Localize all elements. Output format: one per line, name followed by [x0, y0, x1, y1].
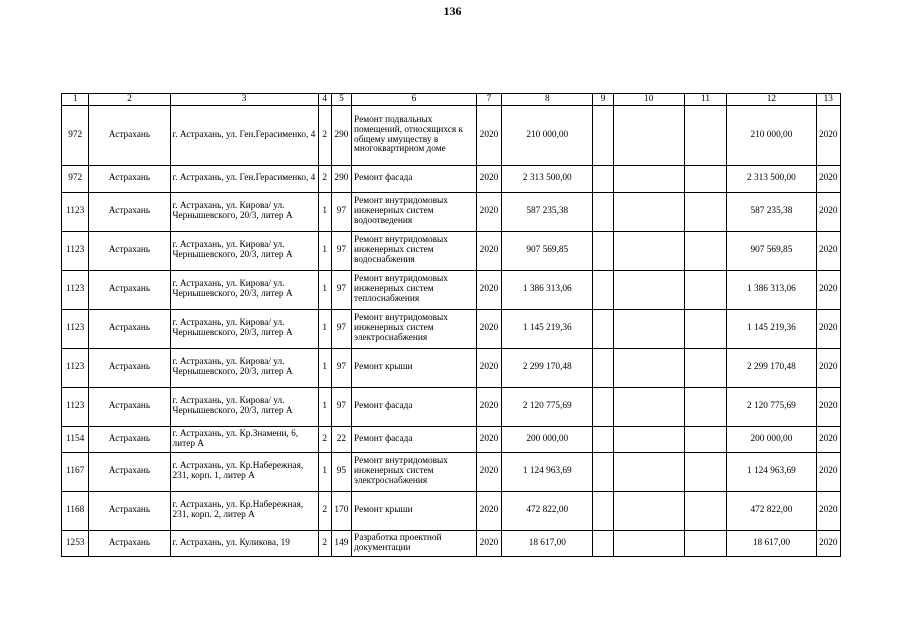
col-5-value-cell: 97 [331, 310, 351, 349]
col-10-value-cell [613, 453, 684, 492]
city-cell: Астрахань [89, 531, 170, 557]
col-10-value-cell [613, 349, 684, 388]
end-year-cell: 2020 [816, 492, 840, 531]
col-4-value-cell: 1 [318, 193, 331, 232]
total-cost-cell: 2 120 775,69 [727, 388, 816, 427]
cost-cell: 2 313 500,00 [502, 166, 593, 193]
table-row [62, 388, 841, 427]
address-cell: г. Астрахань, ул. Кр.Набережная, 231, корп. 2, литер А [170, 492, 318, 531]
end-year-cell: 2020 [816, 310, 840, 349]
col-11-value-cell [684, 166, 727, 193]
row-number-cell: 1123 [62, 310, 89, 349]
row-number-cell: 972 [62, 166, 89, 193]
address-cell: г. Астрахань, ул. Кр.Набережная, 231, корп. 1, литер А [170, 453, 318, 492]
end-year-cell: 2020 [816, 232, 840, 271]
col-11-value-cell [684, 106, 727, 166]
col-10-value-cell [613, 388, 684, 427]
column-header-5: 5 [331, 94, 351, 106]
column-header-1: 1 [62, 94, 89, 106]
total-cost-cell: 18 617,00 [727, 531, 816, 557]
col-4-value-cell: 1 [318, 349, 331, 388]
col-10-value-cell [613, 166, 684, 193]
address-cell: г. Астрахань, ул. Ген.Герасименко, 4 [170, 166, 318, 193]
col-11-value-cell [684, 310, 727, 349]
row-number-cell: 1123 [62, 349, 89, 388]
work-type-cell: Ремонт внутридомовых инженерных систем водоснабжения [352, 232, 477, 271]
col-10-value-cell [613, 271, 684, 310]
col-4-value-cell: 1 [318, 310, 331, 349]
col-10-value-cell [613, 427, 684, 453]
row-number-cell: 1154 [62, 427, 89, 453]
city-cell: Астрахань [89, 388, 170, 427]
column-header-3: 3 [170, 94, 318, 106]
address-cell: г. Астрахань, ул. Кирова/ ул. Чернышевского, 20/3, литер А [170, 232, 318, 271]
col-4-value-cell: 2 [318, 531, 331, 557]
table-row [62, 271, 841, 310]
city-cell: Астрахань [89, 106, 170, 166]
year-cell: 2020 [476, 427, 501, 453]
col-4-value-cell: 2 [318, 106, 331, 166]
table-row [62, 166, 841, 193]
col-11-value-cell [684, 349, 727, 388]
col-9-value-cell [593, 492, 613, 531]
row-number-cell: 972 [62, 106, 89, 166]
table-row [62, 349, 841, 388]
cost-cell: 472 822,00 [502, 492, 593, 531]
work-type-cell: Ремонт подвальных помещений, относящихся к общему имуществу в многоквартирном доме [352, 106, 477, 166]
column-header-12: 12 [727, 94, 816, 106]
row-number-cell: 1123 [62, 232, 89, 271]
cost-cell: 200 000,00 [502, 427, 593, 453]
total-cost-cell: 200 000,00 [727, 427, 816, 453]
city-cell: Астрахань [89, 349, 170, 388]
col-9-value-cell [593, 388, 613, 427]
cost-cell: 907 569,85 [502, 232, 593, 271]
col-10-value-cell [613, 310, 684, 349]
work-type-cell: Ремонт фасада [352, 427, 477, 453]
table-row [62, 232, 841, 271]
address-cell: г. Астрахань, ул. Кр.Знамени, 6, литер А [170, 427, 318, 453]
row-number-cell: 1253 [62, 531, 89, 557]
year-cell: 2020 [476, 232, 501, 271]
year-cell: 2020 [476, 106, 501, 166]
city-cell: Астрахань [89, 166, 170, 193]
col-5-value-cell: 290 [331, 166, 351, 193]
address-cell: г. Астрахань, ул. Ген.Герасименко, 4 [170, 106, 318, 166]
year-cell: 2020 [476, 531, 501, 557]
column-header-10: 10 [613, 94, 684, 106]
work-type-cell: Ремонт фасада [352, 166, 477, 193]
col-5-value-cell: 170 [331, 492, 351, 531]
row-number-cell: 1123 [62, 193, 89, 232]
total-cost-cell: 587 235,38 [727, 193, 816, 232]
work-type-cell: Ремонт фасада [352, 388, 477, 427]
cost-cell: 1 145 219,36 [502, 310, 593, 349]
address-cell: г. Астрахань, ул. Кирова/ ул. Чернышевского, 20/3, литер А [170, 271, 318, 310]
col-9-value-cell [593, 271, 613, 310]
col-9-value-cell [593, 193, 613, 232]
work-type-cell: Ремонт внутридомовых инженерных систем теплоснабжения [352, 271, 477, 310]
table-row [62, 427, 841, 453]
year-cell: 2020 [476, 166, 501, 193]
col-11-value-cell [684, 193, 727, 232]
end-year-cell: 2020 [816, 166, 840, 193]
work-type-cell: Ремонт крыши [352, 492, 477, 531]
col-11-value-cell [684, 453, 727, 492]
col-10-value-cell [613, 193, 684, 232]
col-5-value-cell: 290 [331, 106, 351, 166]
work-type-cell: Разработка проектной документации [352, 531, 477, 557]
col-10-value-cell [613, 232, 684, 271]
column-header-7: 7 [476, 94, 501, 106]
col-11-value-cell [684, 531, 727, 557]
work-type-cell: Ремонт крыши [352, 349, 477, 388]
end-year-cell: 2020 [816, 531, 840, 557]
col-10-value-cell [613, 492, 684, 531]
col-9-value-cell [593, 531, 613, 557]
col-5-value-cell: 149 [331, 531, 351, 557]
col-5-value-cell: 97 [331, 271, 351, 310]
column-header-8: 8 [502, 94, 593, 106]
col-4-value-cell: 1 [318, 388, 331, 427]
col-5-value-cell: 95 [331, 453, 351, 492]
column-header-6: 6 [352, 94, 477, 106]
city-cell: Астрахань [89, 492, 170, 531]
end-year-cell: 2020 [816, 271, 840, 310]
city-cell: Астрахань [89, 232, 170, 271]
cost-cell: 2 120 775,69 [502, 388, 593, 427]
cost-cell: 1 386 313,06 [502, 271, 593, 310]
city-cell: Астрахань [89, 453, 170, 492]
col-4-value-cell: 1 [318, 271, 331, 310]
year-cell: 2020 [476, 349, 501, 388]
col-10-value-cell [613, 531, 684, 557]
work-type-cell: Ремонт внутридомовых инженерных систем электроснабжения [352, 310, 477, 349]
table-body [62, 106, 841, 557]
city-cell: Астрахань [89, 271, 170, 310]
column-header-4: 4 [318, 94, 331, 106]
year-cell: 2020 [476, 453, 501, 492]
col-5-value-cell: 22 [331, 427, 351, 453]
column-header-2: 2 [89, 94, 170, 106]
row-number-cell: 1123 [62, 388, 89, 427]
total-cost-cell: 2 313 500,00 [727, 166, 816, 193]
end-year-cell: 2020 [816, 388, 840, 427]
col-4-value-cell: 2 [318, 166, 331, 193]
work-type-cell: Ремонт внутридомовых инженерных систем электроснабжения [352, 453, 477, 492]
cost-cell: 587 235,38 [502, 193, 593, 232]
table-row [62, 453, 841, 492]
col-5-value-cell: 97 [331, 232, 351, 271]
col-4-value-cell: 2 [318, 492, 331, 531]
address-cell: г. Астрахань, ул. Куликова, 19 [170, 531, 318, 557]
total-cost-cell: 2 299 170,48 [727, 349, 816, 388]
col-4-value-cell: 1 [318, 453, 331, 492]
total-cost-cell: 1 124 963,69 [727, 453, 816, 492]
city-cell: Астрахань [89, 310, 170, 349]
column-header-9: 9 [593, 94, 613, 106]
address-cell: г. Астрахань, ул. Кирова/ ул. Чернышевского, 20/3, литер А [170, 193, 318, 232]
cost-cell: 18 617,00 [502, 531, 593, 557]
table-row [62, 106, 841, 166]
row-number-cell: 1123 [62, 271, 89, 310]
city-cell: Астрахань [89, 193, 170, 232]
col-11-value-cell [684, 271, 727, 310]
year-cell: 2020 [476, 310, 501, 349]
col-9-value-cell [593, 453, 613, 492]
table-row [62, 492, 841, 531]
row-number-cell: 1168 [62, 492, 89, 531]
address-cell: г. Астрахань, ул. Кирова/ ул. Чернышевского, 20/3, литер А [170, 310, 318, 349]
year-cell: 2020 [476, 271, 501, 310]
table-row [62, 310, 841, 349]
cost-cell: 1 124 963,69 [502, 453, 593, 492]
col-9-value-cell [593, 349, 613, 388]
address-cell: г. Астрахань, ул. Кирова/ ул. Чернышевского, 20/3, литер А [170, 388, 318, 427]
col-9-value-cell [593, 106, 613, 166]
end-year-cell: 2020 [816, 349, 840, 388]
year-cell: 2020 [476, 193, 501, 232]
city-cell: Астрахань [89, 427, 170, 453]
col-10-value-cell [613, 106, 684, 166]
col-5-value-cell: 97 [331, 193, 351, 232]
column-header-11: 11 [684, 94, 727, 106]
address-cell: г. Астрахань, ул. Кирова/ ул. Чернышевского, 20/3, литер А [170, 349, 318, 388]
column-header-13: 13 [816, 94, 840, 106]
col-4-value-cell: 1 [318, 232, 331, 271]
col-4-value-cell: 2 [318, 427, 331, 453]
end-year-cell: 2020 [816, 193, 840, 232]
total-cost-cell: 907 569,85 [727, 232, 816, 271]
row-number-cell: 1167 [62, 453, 89, 492]
col-11-value-cell [684, 232, 727, 271]
year-cell: 2020 [476, 388, 501, 427]
cost-cell: 210 000,00 [502, 106, 593, 166]
col-5-value-cell: 97 [331, 388, 351, 427]
col-11-value-cell [684, 492, 727, 531]
end-year-cell: 2020 [816, 453, 840, 492]
table-row [62, 193, 841, 232]
col-5-value-cell: 97 [331, 349, 351, 388]
end-year-cell: 2020 [816, 427, 840, 453]
end-year-cell: 2020 [816, 106, 840, 166]
col-11-value-cell [684, 388, 727, 427]
total-cost-cell: 472 822,00 [727, 492, 816, 531]
repair-program-table [61, 93, 841, 557]
col-9-value-cell [593, 232, 613, 271]
col-9-value-cell [593, 310, 613, 349]
page-number: 136 [443, 4, 462, 18]
year-cell: 2020 [476, 492, 501, 531]
col-9-value-cell [593, 427, 613, 453]
table-row [62, 531, 841, 557]
header-row [62, 94, 841, 106]
total-cost-cell: 210 000,00 [727, 106, 816, 166]
cost-cell: 2 299 170,48 [502, 349, 593, 388]
col-11-value-cell [684, 427, 727, 453]
col-9-value-cell [593, 166, 613, 193]
total-cost-cell: 1 145 219,36 [727, 310, 816, 349]
total-cost-cell: 1 386 313,06 [727, 271, 816, 310]
work-type-cell: Ремонт внутридомовых инженерных систем водоотведения [352, 193, 477, 232]
